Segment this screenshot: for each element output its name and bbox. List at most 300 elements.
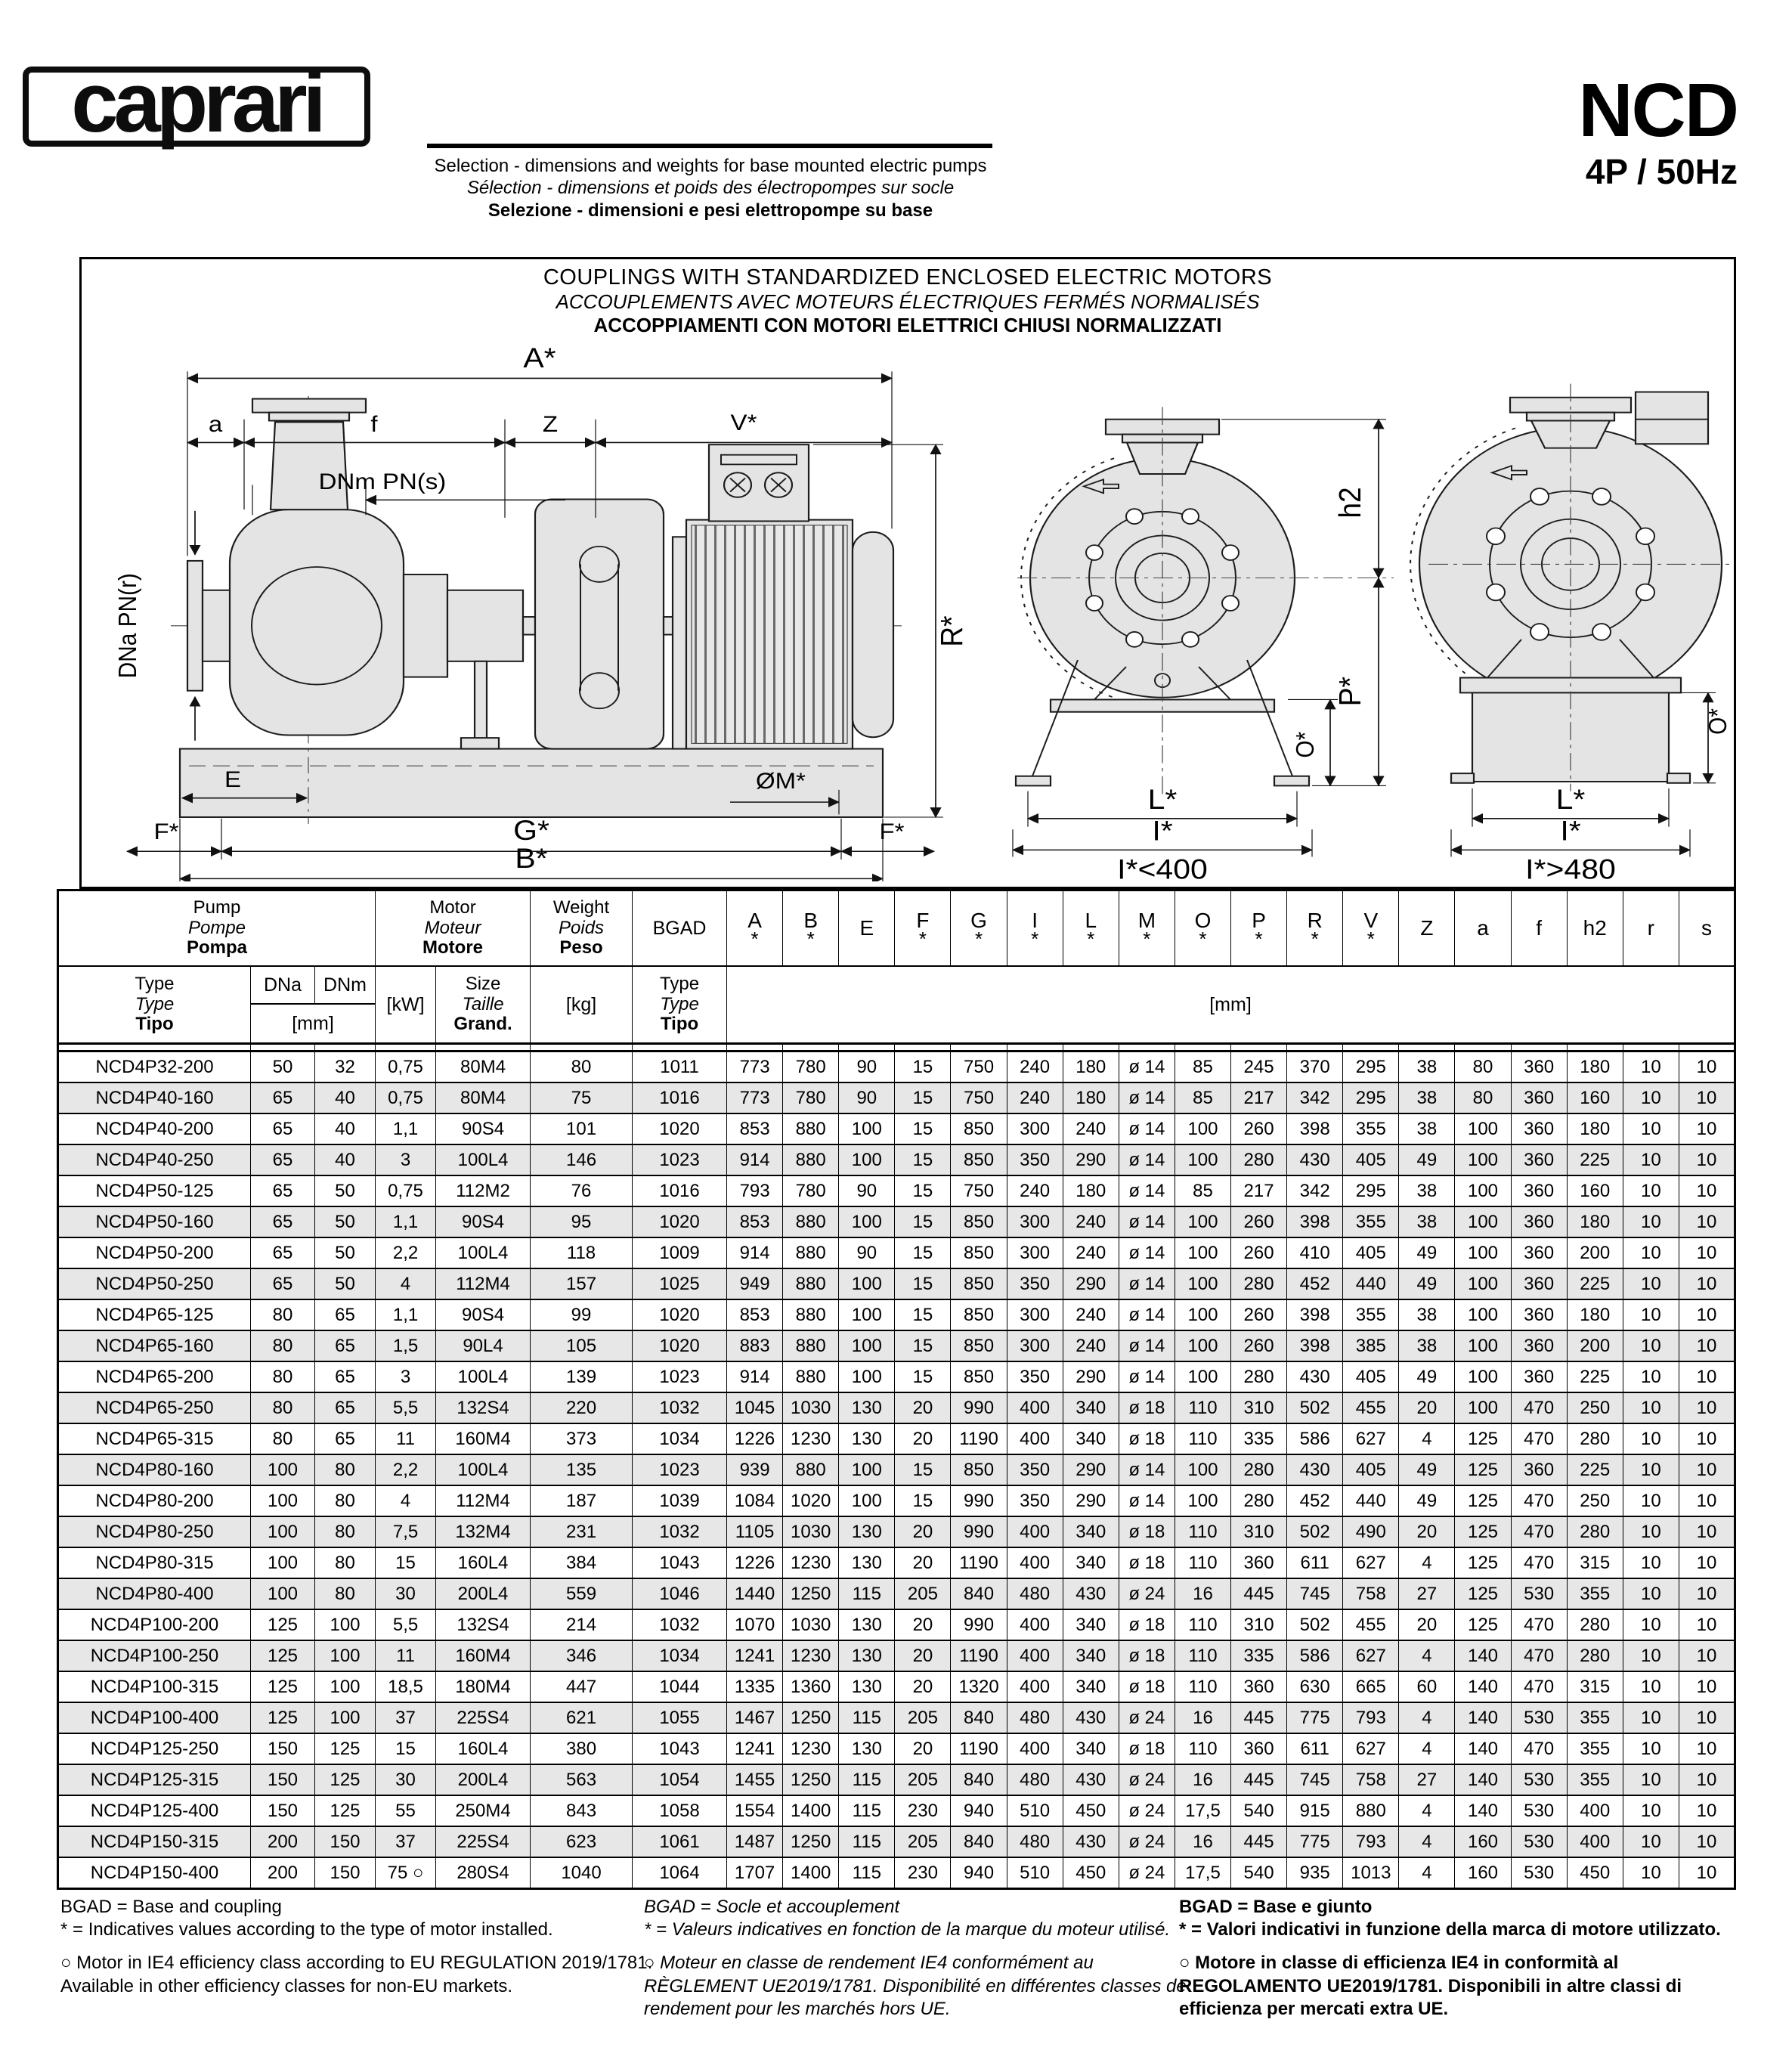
value-cell: 290 bbox=[1063, 1454, 1119, 1485]
value-cell: 16 bbox=[1175, 1578, 1230, 1609]
spacer-cell bbox=[531, 1044, 633, 1051]
dim-header-part: * bbox=[1031, 928, 1039, 951]
value-cell: 250 bbox=[1567, 1485, 1623, 1516]
value-cell: 130 bbox=[839, 1516, 895, 1547]
value-cell: 360 bbox=[1511, 1082, 1567, 1113]
value-cell: 1023 bbox=[633, 1454, 727, 1485]
value-cell: ø 14 bbox=[1119, 1144, 1175, 1175]
spacer-cell bbox=[1119, 1044, 1175, 1051]
value-cell: 37 bbox=[376, 1826, 436, 1857]
value-cell: 1250 bbox=[783, 1826, 839, 1857]
caption-small-base: I*<400 bbox=[1117, 853, 1208, 881]
technical-drawing bbox=[82, 339, 1734, 881]
dim-header-part: R bbox=[1307, 908, 1323, 932]
value-cell: 780 bbox=[783, 1175, 839, 1206]
value-cell: 214 bbox=[531, 1609, 633, 1640]
value-cell: 10 bbox=[1679, 1423, 1735, 1454]
value-cell: 7,5 bbox=[376, 1516, 436, 1547]
header-label-lang-en: Pump bbox=[193, 897, 241, 918]
col-dim-Z bbox=[1399, 890, 1455, 967]
pump-type-cell: NCD4P150-315 bbox=[58, 1826, 251, 1857]
spacer-cell bbox=[951, 1044, 1007, 1051]
value-cell: 140 bbox=[1455, 1733, 1511, 1764]
value-cell: 3 bbox=[376, 1361, 436, 1392]
value-cell: 150 bbox=[251, 1733, 315, 1764]
value-cell: 295 bbox=[1343, 1175, 1399, 1206]
value-cell: 110 bbox=[1175, 1640, 1230, 1671]
value-cell: 0,75 bbox=[376, 1051, 436, 1083]
value-cell: 450 bbox=[1567, 1857, 1623, 1889]
value-cell: 250M4 bbox=[436, 1795, 531, 1826]
value-cell: 775 bbox=[1287, 1702, 1343, 1733]
value-cell: 935 bbox=[1287, 1857, 1343, 1889]
value-cell: 850 bbox=[951, 1237, 1007, 1268]
value-cell: 1487 bbox=[727, 1826, 783, 1857]
value-cell: 160M4 bbox=[436, 1423, 531, 1454]
value-cell: 100 bbox=[1175, 1237, 1230, 1268]
value-cell: 340 bbox=[1063, 1547, 1119, 1578]
col-dim-s bbox=[1679, 890, 1735, 967]
value-cell: 1032 bbox=[633, 1516, 727, 1547]
value-cell: 132S4 bbox=[436, 1609, 531, 1640]
value-cell: 60 bbox=[1399, 1671, 1455, 1702]
value-cell: 340 bbox=[1063, 1392, 1119, 1423]
dim-header-part: L bbox=[1085, 908, 1097, 932]
value-cell: 65 bbox=[251, 1175, 315, 1206]
value-cell: 180 bbox=[1567, 1051, 1623, 1083]
value-cell: 780 bbox=[783, 1051, 839, 1083]
value-cell: ø 14 bbox=[1119, 1051, 1175, 1083]
value-cell: 20 bbox=[895, 1423, 951, 1454]
value-cell: 10 bbox=[1623, 1454, 1679, 1485]
pump-type-cell: NCD4P50-125 bbox=[58, 1175, 251, 1206]
value-cell: 355 bbox=[1343, 1206, 1399, 1237]
value-cell: 447 bbox=[531, 1671, 633, 1702]
header-rule bbox=[427, 144, 992, 148]
value-cell: 880 bbox=[783, 1299, 839, 1330]
value-cell: 5,5 bbox=[376, 1392, 436, 1423]
value-cell: 1030 bbox=[783, 1392, 839, 1423]
table-row bbox=[58, 1144, 1735, 1175]
value-cell: 100 bbox=[251, 1578, 315, 1609]
value-cell: 225S4 bbox=[436, 1826, 531, 1857]
value-cell: 745 bbox=[1287, 1578, 1343, 1609]
footnote-en bbox=[60, 1896, 658, 1998]
value-cell: 10 bbox=[1623, 1392, 1679, 1423]
value-cell: 530 bbox=[1511, 1702, 1567, 1733]
value-cell: 1020 bbox=[633, 1330, 727, 1361]
value-cell: ø 18 bbox=[1119, 1640, 1175, 1671]
value-cell: 100 bbox=[1175, 1144, 1230, 1175]
value-cell: 100 bbox=[1175, 1330, 1230, 1361]
value-cell: 125 bbox=[1455, 1454, 1511, 1485]
table-row bbox=[58, 1268, 1735, 1299]
value-cell: 10 bbox=[1679, 1361, 1735, 1392]
dim-header-part: * bbox=[974, 928, 983, 951]
pump-type-cell: NCD4P50-200 bbox=[58, 1237, 251, 1268]
col-dim-r bbox=[1623, 890, 1679, 967]
value-cell: 880 bbox=[783, 1454, 839, 1485]
pump-type-cell: NCD4P65-250 bbox=[58, 1392, 251, 1423]
value-cell: ø 18 bbox=[1119, 1671, 1175, 1702]
spacer-cell bbox=[376, 1044, 436, 1051]
value-cell: 125 bbox=[251, 1609, 315, 1640]
pump-selection-table bbox=[57, 889, 1736, 1890]
value-cell: 1020 bbox=[783, 1485, 839, 1516]
spacer-cell bbox=[1455, 1044, 1511, 1051]
value-cell: 55 bbox=[376, 1795, 436, 1826]
pump-type-cell: NCD4P125-315 bbox=[58, 1764, 251, 1795]
value-cell: 502 bbox=[1287, 1392, 1343, 1423]
value-cell: 1230 bbox=[783, 1640, 839, 1671]
value-cell: 1034 bbox=[633, 1640, 727, 1671]
value-cell: 200L4 bbox=[436, 1578, 531, 1609]
footnote-fr-bgad: BGAD = Socle et accouplement bbox=[644, 1897, 900, 1917]
dim-header-part: P bbox=[1252, 908, 1266, 932]
pump-type-cell: NCD4P50-250 bbox=[58, 1268, 251, 1299]
value-cell: 110 bbox=[1175, 1423, 1230, 1454]
value-cell: 157 bbox=[531, 1268, 633, 1299]
value-cell: 1400 bbox=[783, 1795, 839, 1826]
dim-header-part: h2 bbox=[1583, 916, 1607, 940]
value-cell: 1020 bbox=[633, 1113, 727, 1144]
value-cell: 850 bbox=[951, 1330, 1007, 1361]
pump-type-cell: NCD4P65-125 bbox=[58, 1299, 251, 1330]
pump-type-cell: NCD4P65-200 bbox=[58, 1361, 251, 1392]
dim-header-part: G bbox=[970, 908, 987, 932]
value-cell: 843 bbox=[531, 1795, 633, 1826]
col-dn-mm: [mm] bbox=[251, 1004, 376, 1044]
spacer-cell bbox=[1343, 1044, 1399, 1051]
value-cell: 125 bbox=[1455, 1516, 1511, 1547]
value-cell: 115 bbox=[839, 1857, 895, 1889]
value-cell: 76 bbox=[531, 1175, 633, 1206]
value-cell: 100 bbox=[251, 1485, 315, 1516]
dim-label-I-large: I* bbox=[1560, 816, 1581, 847]
header-label-lang-fr: Type bbox=[660, 993, 699, 1014]
value-cell: 1190 bbox=[951, 1640, 1007, 1671]
value-cell: 10 bbox=[1679, 1113, 1735, 1144]
value-cell: 100 bbox=[839, 1361, 895, 1392]
value-cell: 10 bbox=[1623, 1733, 1679, 1764]
dim-label-O-small: O* bbox=[1291, 731, 1320, 758]
pump-type-cell: NCD4P80-315 bbox=[58, 1547, 251, 1578]
value-cell: 1467 bbox=[727, 1702, 783, 1733]
spacer-cell bbox=[1679, 1044, 1735, 1051]
value-cell: 880 bbox=[783, 1206, 839, 1237]
header-label-lang-it: Pompa bbox=[187, 937, 248, 959]
value-cell: 230 bbox=[895, 1857, 951, 1889]
value-cell: 150 bbox=[251, 1764, 315, 1795]
table-head bbox=[58, 890, 1735, 1051]
value-cell: 853 bbox=[727, 1206, 783, 1237]
value-cell: 1241 bbox=[727, 1640, 783, 1671]
value-cell: 452 bbox=[1287, 1485, 1343, 1516]
value-cell: 150 bbox=[251, 1795, 315, 1826]
value-cell: 125 bbox=[1455, 1547, 1511, 1578]
value-cell: 502 bbox=[1287, 1609, 1343, 1640]
value-cell: 350 bbox=[1007, 1144, 1063, 1175]
pump-type-cell: NCD4P100-250 bbox=[58, 1640, 251, 1671]
table-row bbox=[58, 1795, 1735, 1826]
value-cell: 773 bbox=[727, 1051, 783, 1083]
value-cell: 100 bbox=[1455, 1330, 1511, 1361]
value-cell: 750 bbox=[951, 1051, 1007, 1083]
drawing-panel bbox=[79, 257, 1736, 889]
header-label-lang-fr: Taille bbox=[462, 993, 504, 1014]
value-cell: 405 bbox=[1343, 1361, 1399, 1392]
value-cell: 2,2 bbox=[376, 1237, 436, 1268]
value-cell: 200 bbox=[251, 1857, 315, 1889]
dim-label-DNa: DNa PN(r) bbox=[113, 572, 142, 678]
value-cell: 1190 bbox=[951, 1423, 1007, 1454]
value-cell: 758 bbox=[1343, 1764, 1399, 1795]
table-row bbox=[58, 1392, 1735, 1423]
col-group-bgad: BGAD bbox=[633, 890, 727, 967]
value-cell: 49 bbox=[1399, 1361, 1455, 1392]
value-cell: 623 bbox=[531, 1826, 633, 1857]
value-cell: 100 bbox=[1455, 1299, 1511, 1330]
col-dim-E bbox=[839, 890, 895, 967]
value-cell: 10 bbox=[1679, 1330, 1735, 1361]
value-cell: 49 bbox=[1399, 1454, 1455, 1485]
value-cell: 225 bbox=[1567, 1144, 1623, 1175]
value-cell: ø 24 bbox=[1119, 1826, 1175, 1857]
value-cell: 100 bbox=[1455, 1144, 1511, 1175]
value-cell: 260 bbox=[1231, 1206, 1287, 1237]
value-cell: 99 bbox=[531, 1299, 633, 1330]
value-cell: 480 bbox=[1007, 1702, 1063, 1733]
header-label-lang-fr: Pompe bbox=[187, 917, 246, 938]
dim-label-G: G* bbox=[513, 815, 549, 846]
table-body bbox=[58, 1051, 1735, 1889]
dim-label-I-small: I* bbox=[1152, 816, 1173, 847]
dim-label-Z: Z bbox=[542, 410, 559, 437]
value-cell: 80M4 bbox=[436, 1082, 531, 1113]
value-cell: 400 bbox=[1007, 1516, 1063, 1547]
value-cell: 880 bbox=[1343, 1795, 1399, 1826]
value-cell: 4 bbox=[1399, 1640, 1455, 1671]
value-cell: 310 bbox=[1231, 1516, 1287, 1547]
value-cell: 1064 bbox=[633, 1857, 727, 1889]
value-cell: 627 bbox=[1343, 1423, 1399, 1454]
col-group-weight bbox=[531, 890, 633, 967]
value-cell: 100 bbox=[1455, 1175, 1511, 1206]
value-cell: 295 bbox=[1343, 1082, 1399, 1113]
header-spacer-row bbox=[58, 1044, 1735, 1051]
value-cell: 775 bbox=[1287, 1826, 1343, 1857]
value-cell: 1360 bbox=[783, 1671, 839, 1702]
col-dim-A bbox=[727, 890, 783, 967]
value-cell: 90 bbox=[839, 1237, 895, 1268]
value-cell: 115 bbox=[839, 1826, 895, 1857]
value-cell: 850 bbox=[951, 1454, 1007, 1485]
value-cell: 310 bbox=[1231, 1392, 1287, 1423]
value-cell: 880 bbox=[783, 1361, 839, 1392]
dim-label-F-right: F* bbox=[879, 818, 905, 844]
value-cell: 100 bbox=[1175, 1113, 1230, 1144]
value-cell: 1043 bbox=[633, 1733, 727, 1764]
header-label-lang-it: Tipo bbox=[135, 1014, 174, 1035]
spacer-cell bbox=[1623, 1044, 1679, 1051]
value-cell: 780 bbox=[783, 1082, 839, 1113]
value-cell: 1,1 bbox=[376, 1206, 436, 1237]
value-cell: 440 bbox=[1343, 1268, 1399, 1299]
value-cell: 1034 bbox=[633, 1423, 727, 1454]
value-cell: 125 bbox=[251, 1702, 315, 1733]
value-cell: 430 bbox=[1063, 1764, 1119, 1795]
value-cell: 100L4 bbox=[436, 1144, 531, 1175]
value-cell: 1250 bbox=[783, 1578, 839, 1609]
value-cell: 1023 bbox=[633, 1144, 727, 1175]
header-label-lang-it: Grand. bbox=[453, 1014, 512, 1035]
value-cell: 10 bbox=[1679, 1082, 1735, 1113]
value-cell: 20 bbox=[895, 1547, 951, 1578]
col-kg: [kg] bbox=[531, 966, 633, 1044]
value-cell: 10 bbox=[1623, 1206, 1679, 1237]
value-cell: 1032 bbox=[633, 1392, 727, 1423]
value-cell: 1030 bbox=[783, 1516, 839, 1547]
spacer-cell bbox=[1287, 1044, 1343, 1051]
value-cell: 10 bbox=[1679, 1795, 1735, 1826]
value-cell: 540 bbox=[1231, 1857, 1287, 1889]
value-cell: 1554 bbox=[727, 1795, 783, 1826]
value-cell: 1013 bbox=[1343, 1857, 1399, 1889]
value-cell: 840 bbox=[951, 1578, 1007, 1609]
value-cell: 990 bbox=[951, 1609, 1007, 1640]
value-cell: 15 bbox=[895, 1051, 951, 1083]
dim-header-part: s bbox=[1701, 916, 1712, 940]
value-cell: 280 bbox=[1231, 1454, 1287, 1485]
value-cell: 853 bbox=[727, 1113, 783, 1144]
value-cell: 384 bbox=[531, 1547, 633, 1578]
value-cell: 445 bbox=[1231, 1764, 1287, 1795]
value-cell: 50 bbox=[315, 1268, 376, 1299]
value-cell: 355 bbox=[1567, 1733, 1623, 1764]
drawing-title-en: COUPLINGS WITH STANDARDIZED ENCLOSED ELECTRIC MOTORS bbox=[543, 265, 1273, 290]
value-cell: 100L4 bbox=[436, 1237, 531, 1268]
value-cell: 385 bbox=[1343, 1330, 1399, 1361]
value-cell: 4 bbox=[376, 1268, 436, 1299]
value-cell: 480 bbox=[1007, 1578, 1063, 1609]
value-cell: 240 bbox=[1007, 1051, 1063, 1083]
value-cell: 586 bbox=[1287, 1640, 1343, 1671]
value-cell: 15 bbox=[895, 1361, 951, 1392]
value-cell: 125 bbox=[315, 1764, 376, 1795]
table-row bbox=[58, 1609, 1735, 1640]
value-cell: 15 bbox=[895, 1113, 951, 1144]
dim-header-part: Z bbox=[1420, 916, 1434, 940]
value-cell: ø 24 bbox=[1119, 1795, 1175, 1826]
value-cell: 100 bbox=[839, 1330, 895, 1361]
value-cell: 450 bbox=[1063, 1795, 1119, 1826]
value-cell: 914 bbox=[727, 1361, 783, 1392]
pump-type-cell: NCD4P80-400 bbox=[58, 1578, 251, 1609]
value-cell: 10 bbox=[1623, 1330, 1679, 1361]
value-cell: 10 bbox=[1623, 1175, 1679, 1206]
value-cell: 4 bbox=[376, 1485, 436, 1516]
dim-label-P: P* bbox=[1333, 676, 1368, 706]
col-dna: DNa bbox=[251, 966, 315, 1004]
value-cell: 355 bbox=[1567, 1702, 1623, 1733]
pump-type-cell: NCD4P50-160 bbox=[58, 1206, 251, 1237]
value-cell: 180M4 bbox=[436, 1671, 531, 1702]
value-cell: 290 bbox=[1063, 1361, 1119, 1392]
spacer-cell bbox=[1231, 1044, 1287, 1051]
value-cell: 10 bbox=[1623, 1764, 1679, 1795]
value-cell: 1226 bbox=[727, 1423, 783, 1454]
header-label-lang-en: Type bbox=[660, 973, 700, 994]
value-cell: 125 bbox=[251, 1640, 315, 1671]
value-cell: 65 bbox=[251, 1113, 315, 1144]
value-cell: 502 bbox=[1287, 1516, 1343, 1547]
value-cell: 850 bbox=[951, 1144, 1007, 1175]
value-cell: 398 bbox=[1287, 1206, 1343, 1237]
dim-header-part: * bbox=[918, 928, 927, 951]
col-dim-h2 bbox=[1567, 890, 1623, 967]
dim-label-O-large: O* bbox=[1704, 708, 1732, 735]
table-row bbox=[58, 1361, 1735, 1392]
value-cell: 4 bbox=[1399, 1857, 1455, 1889]
value-cell: 101 bbox=[531, 1113, 633, 1144]
value-cell: 280 bbox=[1567, 1516, 1623, 1547]
value-cell: 430 bbox=[1063, 1826, 1119, 1857]
value-cell: 125 bbox=[1455, 1578, 1511, 1609]
value-cell: 38 bbox=[1399, 1051, 1455, 1083]
value-cell: 850 bbox=[951, 1361, 1007, 1392]
pump-type-cell: NCD4P80-200 bbox=[58, 1485, 251, 1516]
value-cell: 125 bbox=[251, 1671, 315, 1702]
value-cell: 50 bbox=[315, 1175, 376, 1206]
dim-header-part: * bbox=[1087, 928, 1095, 951]
value-cell: 440 bbox=[1343, 1485, 1399, 1516]
drawing-title-fr: ACCOUPLEMENTS AVEC MOTEURS ÉLECTRIQUES FERMÉS NORMALISÉS bbox=[556, 290, 1260, 314]
value-cell: 880 bbox=[783, 1113, 839, 1144]
front-view-small-drawing bbox=[1013, 407, 1394, 881]
value-cell: 139 bbox=[531, 1361, 633, 1392]
value-cell: ø 24 bbox=[1119, 1857, 1175, 1889]
value-cell: 100 bbox=[315, 1671, 376, 1702]
table-row bbox=[58, 1113, 1735, 1144]
value-cell: 200 bbox=[1567, 1330, 1623, 1361]
value-cell: 1016 bbox=[633, 1175, 727, 1206]
value-cell: 627 bbox=[1343, 1640, 1399, 1671]
spacer-cell bbox=[315, 1044, 376, 1051]
value-cell: 10 bbox=[1679, 1857, 1735, 1889]
value-cell: 11 bbox=[376, 1423, 436, 1454]
value-cell: 15 bbox=[895, 1485, 951, 1516]
value-cell: 10 bbox=[1679, 1454, 1735, 1485]
value-cell: 205 bbox=[895, 1826, 951, 1857]
table-row bbox=[58, 1764, 1735, 1795]
value-cell: 340 bbox=[1063, 1423, 1119, 1454]
value-cell: 405 bbox=[1343, 1144, 1399, 1175]
footnote-fr-star: * = Valeurs indicatives en fonction de la marque du moteur utilisé. bbox=[644, 1919, 1171, 1940]
value-cell: 49 bbox=[1399, 1268, 1455, 1299]
value-cell: 1,5 bbox=[376, 1330, 436, 1361]
value-cell: 240 bbox=[1007, 1175, 1063, 1206]
value-cell: 880 bbox=[783, 1237, 839, 1268]
value-cell: 1025 bbox=[633, 1268, 727, 1299]
value-cell: ø 18 bbox=[1119, 1392, 1175, 1423]
value-cell: 20 bbox=[895, 1640, 951, 1671]
value-cell: ø 14 bbox=[1119, 1268, 1175, 1299]
value-cell: 430 bbox=[1287, 1454, 1343, 1485]
value-cell: 4 bbox=[1399, 1795, 1455, 1826]
value-cell: 230 bbox=[895, 1795, 951, 1826]
value-cell: 17,5 bbox=[1175, 1857, 1230, 1889]
value-cell: 315 bbox=[1567, 1671, 1623, 1702]
